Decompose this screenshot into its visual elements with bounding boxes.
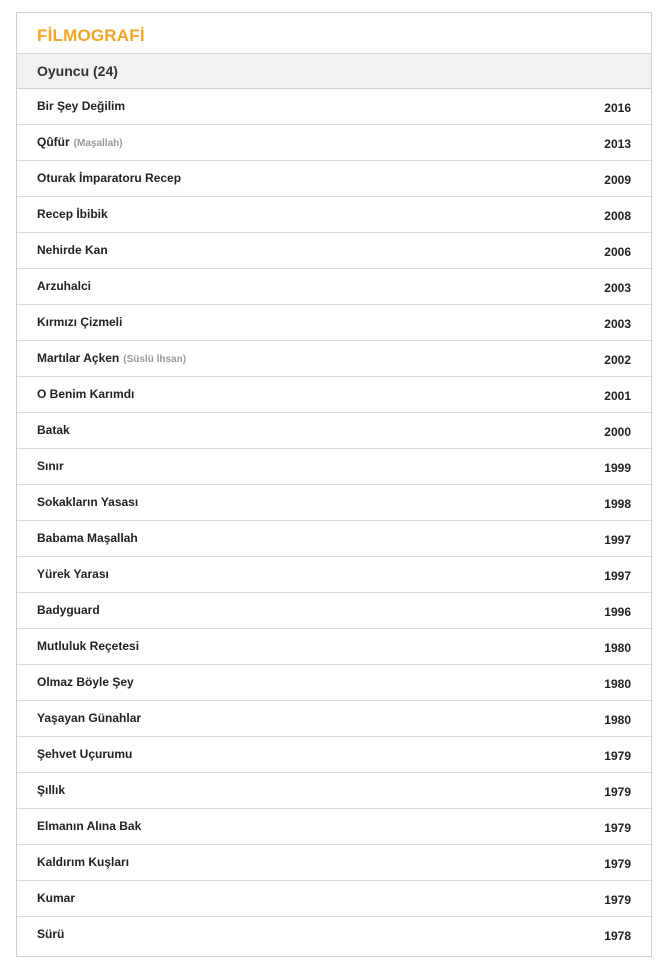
film-title-text: Kaldırım Kuşları (37, 855, 130, 869)
film-title-link[interactable] (37, 891, 75, 905)
film-year: 2002 (604, 353, 631, 367)
film-year: 1979 (604, 893, 631, 907)
film-title-link[interactable] (37, 495, 138, 509)
film-title-link[interactable] (37, 639, 139, 653)
film-title-text: Nehirde Kan (37, 243, 108, 257)
film-title-link[interactable] (37, 207, 108, 221)
film-year: 2006 (604, 245, 631, 259)
film-title-text: Sokakların Yasası (37, 495, 139, 509)
film-title-link[interactable] (37, 747, 132, 761)
film-title-link[interactable] (37, 783, 65, 797)
film-year: 1999 (604, 461, 631, 475)
film-title-link[interactable] (37, 135, 123, 149)
film-year: 1980 (604, 677, 631, 691)
film-row[interactable] (17, 341, 651, 377)
film-row[interactable] (17, 521, 651, 557)
film-row[interactable] (17, 197, 651, 233)
film-title-link[interactable] (37, 459, 64, 473)
film-title-text: Batak (37, 423, 70, 437)
film-role: (Süslü İhsan) (123, 354, 187, 365)
film-year: 2003 (604, 281, 631, 295)
film-list (17, 89, 651, 952)
film-year: 2000 (604, 425, 631, 439)
film-row[interactable] (17, 233, 651, 269)
film-title-text: Qûfür (37, 135, 70, 149)
film-row[interactable] (17, 449, 651, 485)
film-title-link[interactable] (37, 171, 181, 185)
film-title-text: Babama Maşallah (37, 531, 138, 545)
film-title-link[interactable] (37, 675, 134, 689)
film-row[interactable] (17, 593, 651, 629)
film-row[interactable] (17, 701, 651, 737)
film-title-text: Şehvet Uçurumu (37, 747, 133, 761)
film-row[interactable] (17, 89, 651, 125)
film-year: 1979 (604, 857, 631, 871)
film-title-text: Kumar (37, 891, 76, 905)
film-year: 1979 (604, 749, 631, 763)
film-row[interactable] (17, 413, 651, 449)
film-row[interactable] (17, 881, 651, 917)
film-row[interactable] (17, 773, 651, 809)
film-title-text: Olmaz Böyle Şey (37, 675, 134, 689)
film-title-text: Mutluluk Reçetesi (37, 639, 140, 653)
film-year: 1978 (604, 929, 631, 943)
film-year: 1980 (604, 713, 631, 727)
film-row[interactable] (17, 665, 651, 701)
film-row[interactable] (17, 377, 651, 413)
film-year: 2001 (604, 389, 631, 403)
film-row[interactable] (17, 845, 651, 881)
film-year: 2003 (604, 317, 631, 331)
film-row[interactable] (17, 485, 651, 521)
film-row[interactable] (17, 737, 651, 773)
film-row[interactable] (17, 269, 651, 305)
panel-title: FİLMOGRAFİ (17, 13, 651, 54)
film-title-link[interactable] (37, 423, 70, 437)
film-year: 1997 (604, 533, 631, 547)
film-title-text: Martılar Açken (37, 351, 120, 365)
film-row[interactable] (17, 917, 651, 952)
film-title-link[interactable] (37, 567, 109, 581)
film-year: 1980 (604, 641, 631, 655)
filmography-panel (16, 12, 652, 957)
film-role: (Maşallah) (73, 138, 123, 149)
film-title-link[interactable] (37, 927, 64, 941)
film-year: 2013 (604, 137, 631, 151)
film-title-text: Sınır (37, 459, 64, 473)
film-title-link[interactable] (37, 243, 108, 257)
film-title-text: Elmanın Alına Bak (37, 819, 142, 833)
film-row[interactable] (17, 161, 651, 197)
film-year: 1997 (604, 569, 631, 583)
film-row[interactable] (17, 305, 651, 341)
film-title-text: Yürek Yarası (37, 567, 109, 581)
film-year: 1979 (604, 785, 631, 799)
film-row[interactable] (17, 809, 651, 845)
film-title-text: Bir Şey Değilim (37, 99, 126, 113)
film-row[interactable] (17, 629, 651, 665)
film-title-text: Badyguard (37, 603, 100, 617)
film-title-link[interactable] (37, 279, 91, 293)
film-row[interactable] (17, 125, 651, 161)
film-title-text: Yaşayan Günahlar (37, 711, 142, 725)
film-title-link[interactable] (37, 603, 100, 617)
film-title-text: Kırmızı Çizmeli (37, 315, 123, 329)
film-title-text: Sürü (37, 927, 65, 941)
film-title-link[interactable] (37, 819, 141, 833)
film-title-link[interactable] (37, 351, 186, 365)
film-title-link[interactable] (37, 531, 138, 545)
film-title-text: Oturak İmparatoru Recep (37, 171, 182, 185)
film-title-link[interactable] (37, 387, 134, 401)
film-title-link[interactable] (37, 99, 125, 113)
film-title-text: O Benim Karımdı (37, 387, 135, 401)
film-title-link[interactable] (37, 711, 141, 725)
film-title-link[interactable] (37, 315, 122, 329)
film-year: 2009 (604, 173, 631, 187)
film-year: 2016 (604, 101, 631, 115)
film-title-text: Recep İbibik (37, 207, 108, 221)
film-title-text: Şıllık (37, 783, 66, 797)
film-year: 1979 (604, 821, 631, 835)
film-year: 2008 (604, 209, 631, 223)
section-header-actor[interactable]: Oyuncu (24) (17, 54, 651, 89)
film-row[interactable] (17, 557, 651, 593)
film-year: 1998 (604, 497, 631, 511)
film-year: 1996 (604, 605, 631, 619)
film-title-link[interactable] (37, 855, 129, 869)
film-title-text: Arzuhalci (37, 279, 92, 293)
